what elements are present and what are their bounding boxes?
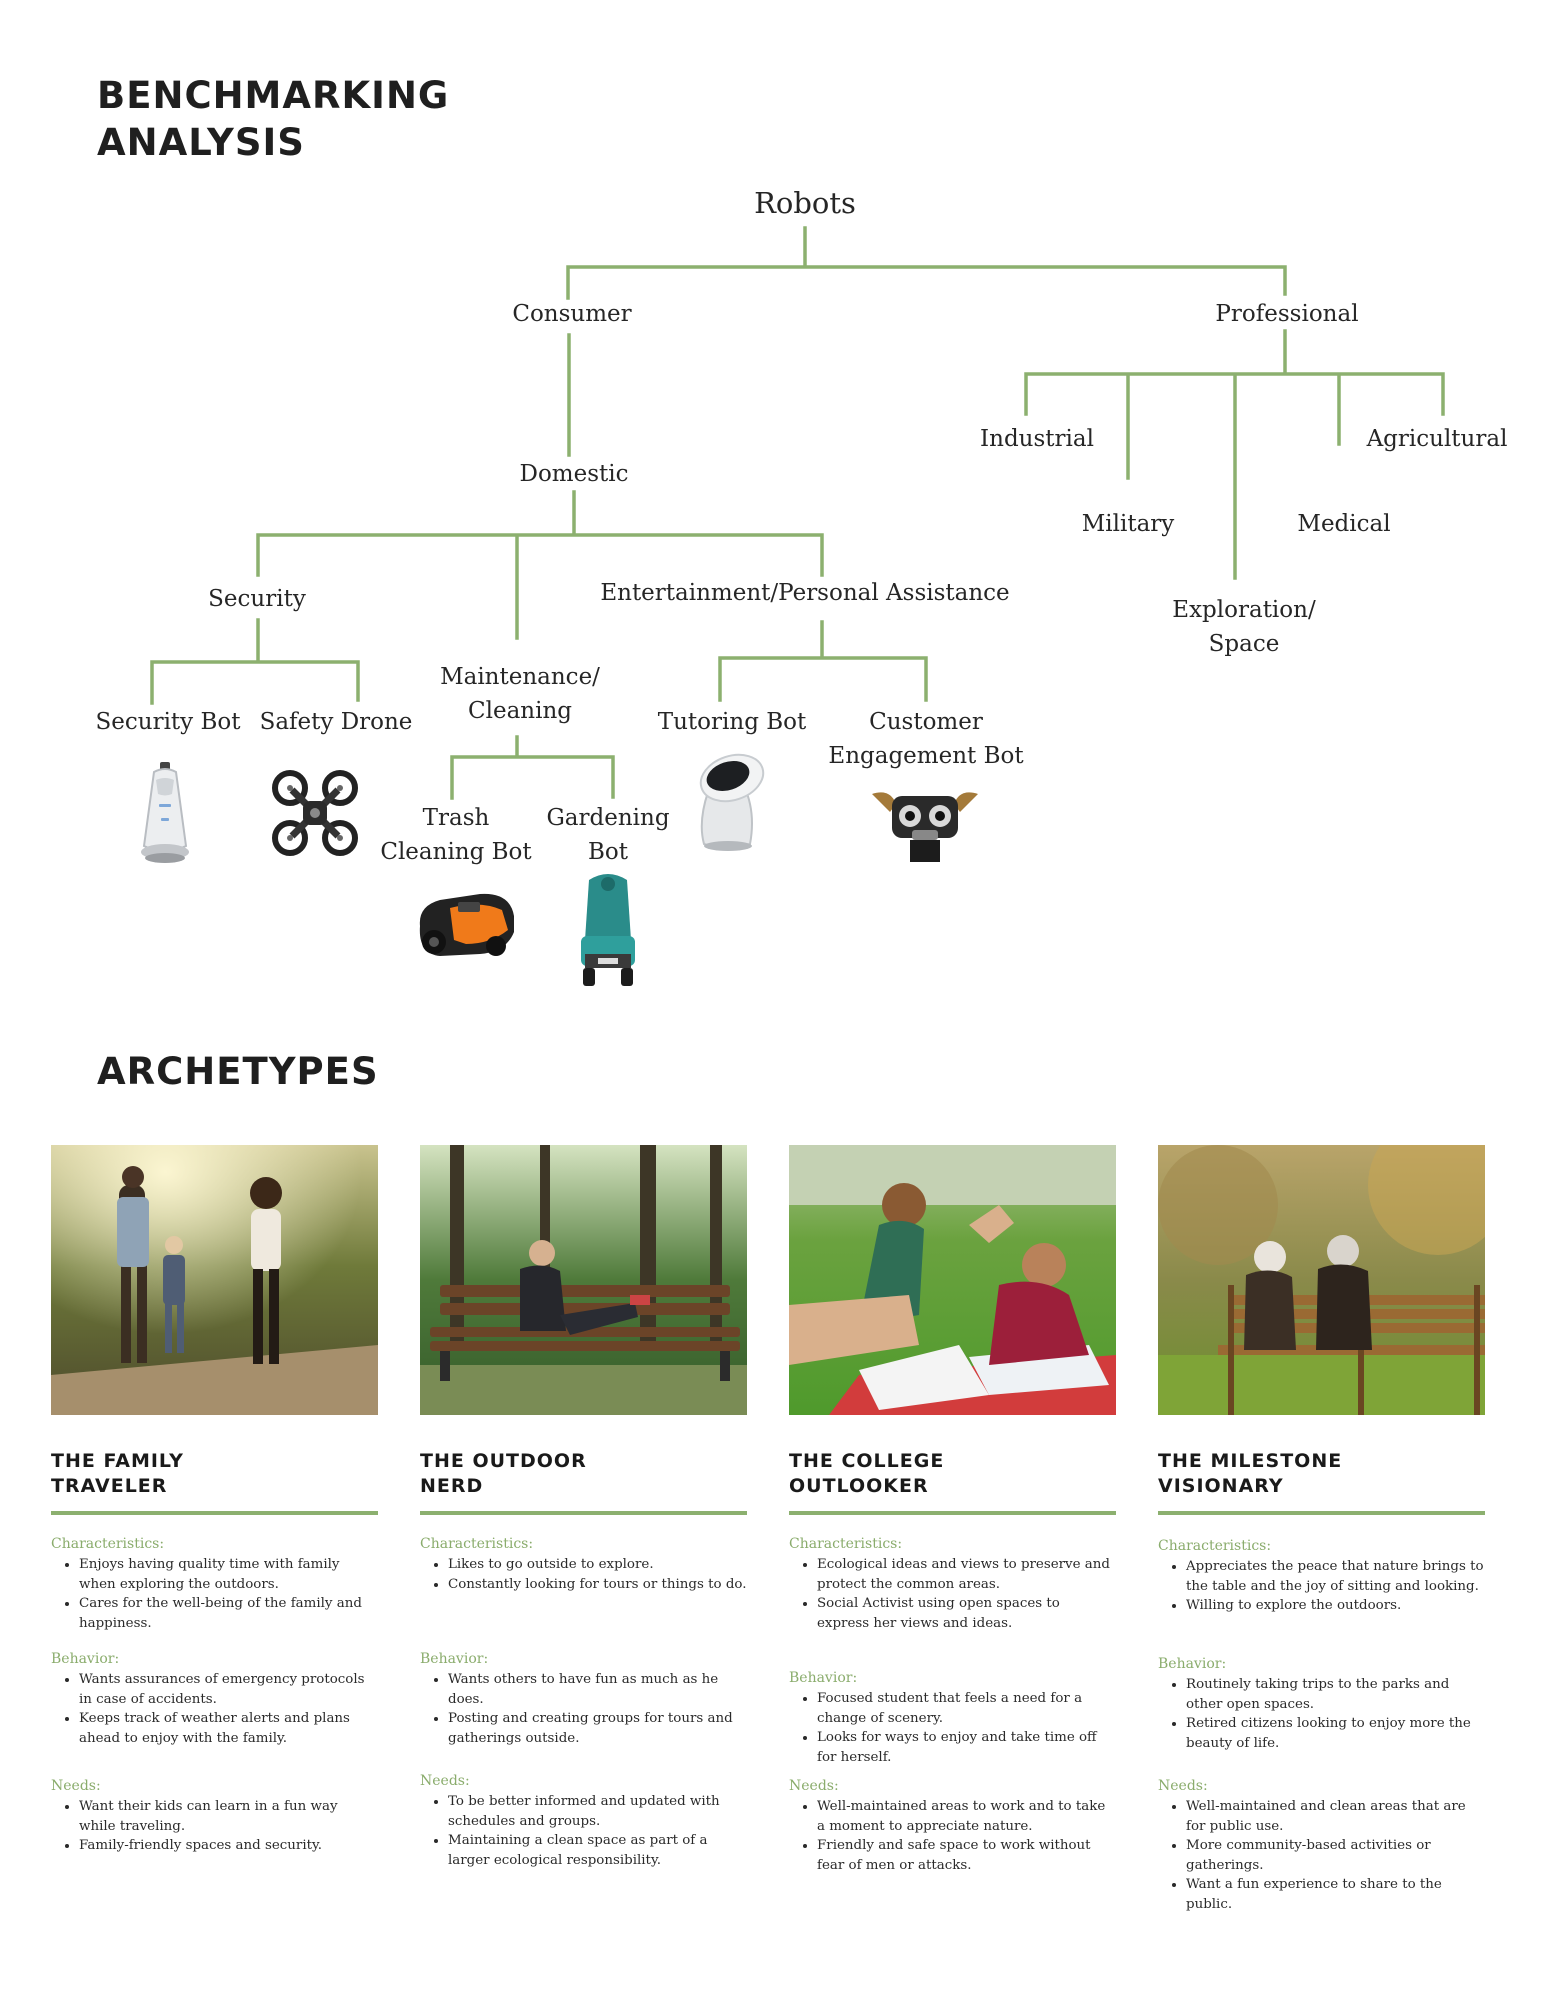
needs-item: • Family-friendly spaces and security.: [79, 1836, 378, 1856]
title-divider: [1158, 1511, 1485, 1515]
archetype-title: THE OUTDOOR NERD: [420, 1450, 587, 1497]
behavior-label: Behavior:: [789, 1670, 858, 1686]
needs-item: • Maintaining a clean space as part of a larger ecological responsibility.: [448, 1831, 747, 1870]
characteristics-section: [1158, 1537, 1485, 1616]
archetype-card-outdoor-nerd: [420, 1145, 747, 1868]
node-security: Security: [208, 586, 306, 612]
node-entertainment-personal-assistance: Entertainment/Personal Assistance: [600, 580, 1010, 606]
behavior-item: • Looks for ways to enjoy and take time off for herself.: [817, 1728, 1116, 1767]
behavior-section: [420, 1650, 747, 1748]
needs-item: • Well-maintained and clean areas that are for public use.: [1186, 1797, 1485, 1836]
needs-item: • Friendly and safe space to work without fear of men or attacks.: [817, 1836, 1116, 1875]
needs-label: Needs:: [51, 1778, 101, 1794]
characteristics-label: Characteristics:: [789, 1536, 903, 1552]
archetype-title: THE MILESTONE VISIONARY: [1158, 1450, 1343, 1497]
safety-drone-icon: [270, 768, 360, 858]
behavior-label: Behavior:: [1158, 1656, 1227, 1672]
node-professional: Professional: [1215, 301, 1359, 327]
node-tutoring-bot: Tutoring Bot: [657, 709, 807, 735]
customer-engagement-bot-icon: [866, 786, 984, 868]
needs-section: [420, 1772, 747, 1870]
needs-item: • To be better informed and updated with schedules and groups.: [448, 1792, 747, 1831]
node-gardening-bot: Gardening Bot: [546, 805, 670, 865]
behavior-item: • Wants others to have fun as much as he does.: [448, 1670, 747, 1709]
needs-label: Needs:: [1158, 1778, 1208, 1794]
node-robots: Robots: [754, 186, 856, 220]
archetype-title: THE FAMILY TRAVELER: [51, 1450, 184, 1497]
characteristic-item: • Ecological ideas and views to preserve and protect the common areas.: [817, 1555, 1116, 1594]
characteristic-item: • Appreciates the peace that nature brings to the table and the joy of sitting and looking.: [1186, 1557, 1485, 1596]
needs-label: Needs:: [420, 1773, 470, 1789]
needs-section: [51, 1777, 378, 1856]
node-domestic: Domestic: [519, 461, 629, 487]
node-exploration-space: Exploration/ Space: [1172, 597, 1316, 657]
archetype-card-college-outlooker: [789, 1145, 1116, 1873]
node-trash-cleaning-bot: Trash Cleaning Bot: [380, 805, 532, 865]
behavior-label: Behavior:: [51, 1651, 120, 1667]
needs-item: • Want their kids can learn in a fun way while traveling.: [79, 1797, 378, 1836]
behavior-item: • Retired citizens looking to enjoy more the beauty of life.: [1186, 1714, 1485, 1753]
behavior-item: • Posting and creating groups for tours and gatherings outside.: [448, 1709, 747, 1748]
needs-item: • More community-based activities or gatherings.: [1186, 1836, 1485, 1875]
behavior-item: • Focused student that feels a need for a change of scenery.: [817, 1689, 1116, 1728]
gardening-bot-icon: [575, 870, 641, 988]
archetype-card-milestone-visionary: [1158, 1145, 1485, 1912]
node-industrial: Industrial: [980, 426, 1094, 452]
title-divider: [789, 1511, 1116, 1515]
behavior-section: [789, 1669, 1116, 1767]
characteristic-item: • Constantly looking for tours or things to do.: [448, 1575, 747, 1595]
node-military: Military: [1081, 511, 1175, 537]
archetypes-heading: ARCHETYPES: [97, 1050, 379, 1093]
needs-item: • Well-maintained areas to work and to take a moment to appreciate nature.: [817, 1797, 1116, 1836]
behavior-section: [1158, 1655, 1485, 1753]
behavior-item: • Wants assurances of emergency protocols in case of accidents.: [79, 1670, 378, 1709]
characteristics-label: Characteristics:: [1158, 1538, 1272, 1554]
characteristics-section: [420, 1535, 747, 1594]
needs-label: Needs:: [789, 1778, 839, 1794]
characteristics-label: Characteristics:: [420, 1536, 534, 1552]
needs-item: • Want a fun experience to share to the public.: [1186, 1875, 1485, 1914]
characteristic-item: • Cares for the well-being of the family and happiness.: [79, 1594, 378, 1633]
man-on-park-bench-photo: [420, 1145, 747, 1415]
node-security-bot: Security Bot: [95, 709, 241, 735]
node-consumer: Consumer: [512, 301, 632, 327]
tutoring-bot-icon: [688, 752, 768, 852]
characteristic-item: • Social Activist using open spaces to express her views and ideas.: [817, 1594, 1116, 1633]
behavior-section: [51, 1650, 378, 1748]
behavior-item: • Keeps track of weather alerts and plans ahead to enjoy with the family.: [79, 1709, 378, 1748]
characteristic-item: • Willing to explore the outdoors.: [1186, 1596, 1485, 1616]
node-maintenance-cleaning: Maintenance/ Cleaning: [440, 664, 600, 724]
needs-section: [1158, 1777, 1485, 1914]
family-walking-park-photo: [51, 1145, 378, 1415]
benchmarking-heading: BENCHMARKING ANALYSIS: [97, 74, 450, 164]
needs-section: [789, 1777, 1116, 1875]
node-agricultural: Agricultural: [1366, 426, 1508, 452]
characteristics-section: [51, 1535, 378, 1633]
trash-cleaning-bot-icon: [410, 886, 520, 962]
characteristics-section: [789, 1535, 1116, 1633]
students-studying-on-grass-photo: [789, 1145, 1116, 1415]
behavior-label: Behavior:: [420, 1651, 489, 1667]
node-customer-engagement-bot: Customer Engagement Bot: [828, 709, 1024, 769]
behavior-item: • Routinely taking trips to the parks and other open spaces.: [1186, 1675, 1485, 1714]
node-medical: Medical: [1297, 511, 1391, 537]
archetype-title: THE COLLEGE OUTLOOKER: [789, 1450, 945, 1497]
node-safety-drone: Safety Drone: [259, 709, 413, 735]
characteristic-item: • Likes to go outside to explore.: [448, 1555, 747, 1575]
elderly-couple-on-bench-photo: [1158, 1145, 1485, 1415]
title-divider: [51, 1511, 378, 1515]
archetype-card-family-traveler: [51, 1145, 378, 1853]
characteristic-item: • Enjoys having quality time with family when exploring the outdoors.: [79, 1555, 378, 1594]
characteristics-label: Characteristics:: [51, 1536, 165, 1552]
title-divider: [420, 1511, 747, 1515]
security-bot-icon: [132, 760, 198, 866]
